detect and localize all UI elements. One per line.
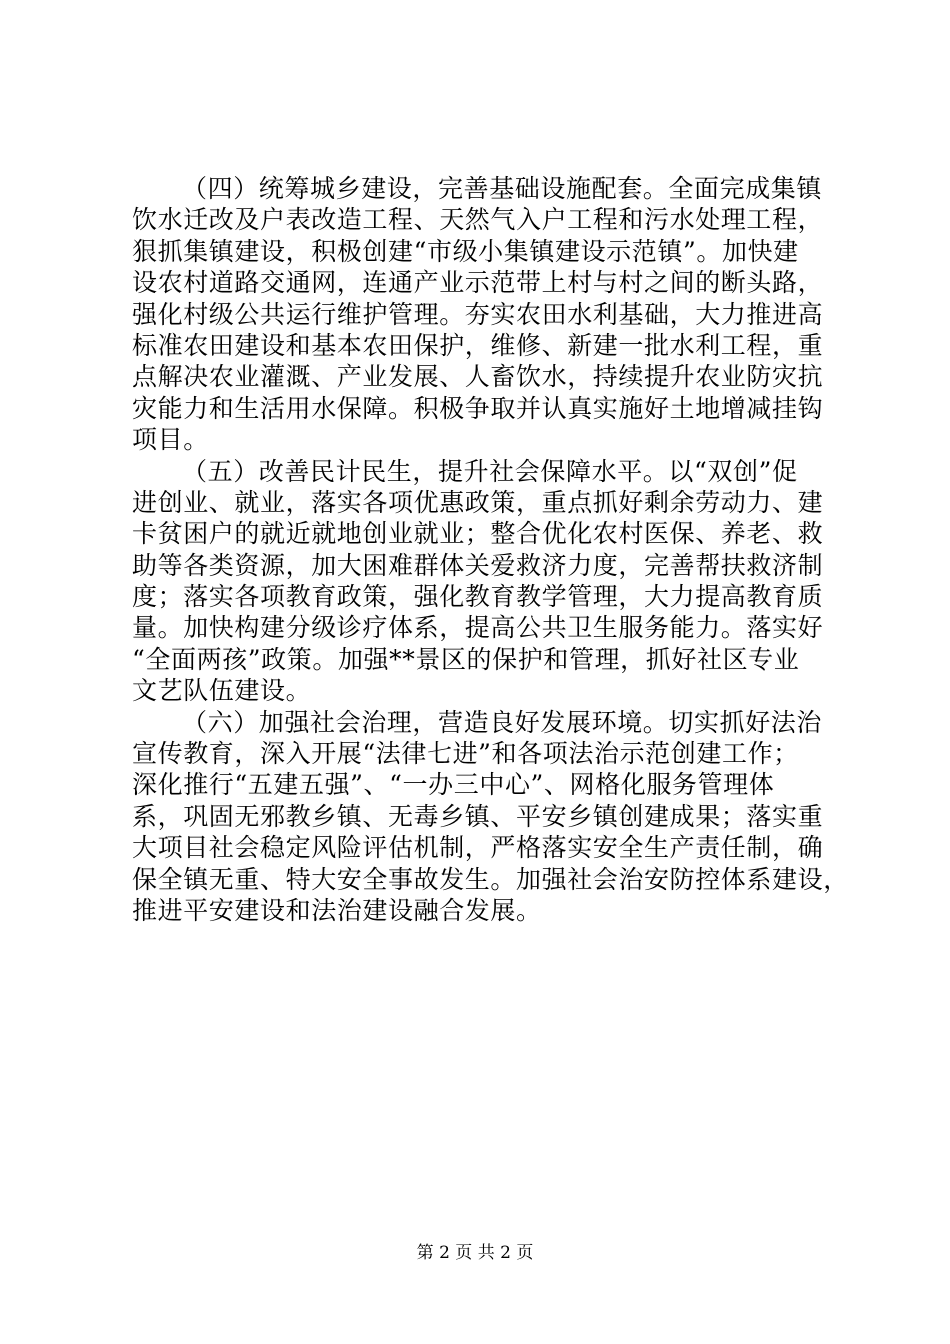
- text-line: “全面两孩”政策。加强**景区的保护和管理，抓好社区专业: [132, 644, 800, 674]
- document-body: [132, 173, 849, 926]
- text-line: 饮水迁改及户表改造工程、天然气入户工程和污水处理工程，: [132, 205, 824, 235]
- text-line: 系，巩固无邪教乡镇、无毒乡镇、平安乡镇创建成果；落实重: [132, 801, 824, 831]
- text-line: 狠抓集镇建设，积极创建“市级小集镇建设示范镇”。加快建: [132, 236, 799, 266]
- page-number-label: 第 2 页 共 2 页: [416, 1243, 534, 1263]
- text-line: 卡贫困户的就近就地创业就业；整合优化农村医保、养老、救: [132, 519, 824, 549]
- text-line: （四）统筹城乡建设，完善基础设施配套。全面完成集镇: [182, 174, 823, 203]
- text-line: 标准农田建设和基本农田保护，维修、新建一批水利工程，重: [132, 330, 824, 360]
- text-line: 保全镇无重、特大安全事故发生。加强社会治安防控体系建设，: [132, 864, 849, 894]
- text-line: 进创业、就业，落实各项优惠政策，重点抓好剩余劳动力、建: [132, 487, 824, 517]
- page-footer: [0, 1242, 950, 1264]
- text-line: 点解决农业灌溉、产业发展、人畜饮水，持续提升农业防灾抗: [132, 362, 824, 392]
- text-line: （五）改善民计民生，提升社会保障水平。以“双创”促: [182, 456, 798, 486]
- text-line: （六）加强社会治理，营造良好发展环境。切实抓好法治: [182, 707, 823, 737]
- text-line: 推进平安建设和法治建设融合发展。: [132, 895, 542, 925]
- text-line: 灾能力和生活用水保障。积极争取并认真实施好土地增减挂钩: [132, 393, 824, 423]
- text-line: 强化村级公共运行维护管理。夯实农田水利基础，大力推进高: [132, 299, 824, 329]
- text-line: 度；落实各项教育政策，强化教育教学管理，大力提高教育质: [132, 582, 824, 612]
- text-line: 设农村道路交通网，连通产业示范带上村与村之间的断头路，: [132, 268, 824, 298]
- text-line: 项目。: [132, 425, 209, 455]
- text-line: 文艺队伍建设。: [132, 676, 312, 706]
- paragraph-5: [132, 456, 832, 707]
- text-line: 深化推行“五建五强”、“一办三中心”、网格化服务管理体: [132, 770, 775, 800]
- paragraph-6: [132, 707, 849, 927]
- paragraph-4: [132, 173, 832, 456]
- text-line: 大项目社会稳定风险评估机制，严格落实安全生产责任制，确: [132, 833, 824, 863]
- text-line: 助等各类资源，加大困难群体关爱救济力度，完善帮扶救济制: [132, 550, 824, 580]
- text-line: 量。加快构建分级诊疗体系，提高公共卫生服务能力。落实好: [132, 613, 824, 643]
- text-line: 宣传教育，深入开展“法律七进”和各项法治示范创建工作；: [132, 739, 799, 769]
